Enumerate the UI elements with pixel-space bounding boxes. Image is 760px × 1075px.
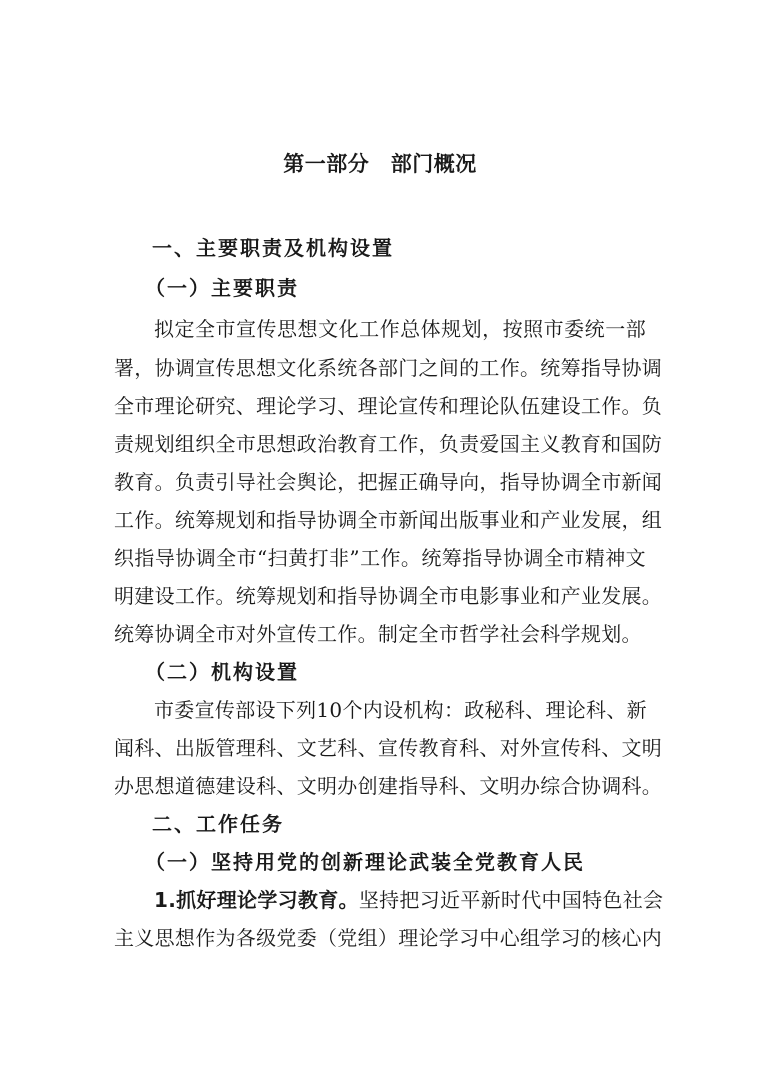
paragraph-line: 市委宣传部设下列10个内设机构：政秘科、理论科、新 <box>154 698 647 722</box>
paragraph-line: 明建设工作。统筹规划和指导协调全市电影事业和产业发展。 <box>114 584 663 608</box>
paragraph-line: 署，协调宣传思想文化系统各部门之间的工作。统筹指导协调 <box>114 356 663 380</box>
subsection-heading-duties: （一）主要职责 <box>145 276 299 300</box>
item-text: 坚持把习近平新时代中国特色社会 <box>358 888 664 912</box>
section-heading-2: 二、工作任务 <box>152 812 284 836</box>
subsection-heading-structure: （二）机构设置 <box>145 660 299 684</box>
paragraph-line: 主义思想作为各级党委（党组）理论学习中心组学习的核心内 <box>114 926 663 950</box>
item-lead: 1.抓好理论学习教育。 <box>154 888 359 912</box>
paragraph-line: 闻科、出版管理科、文艺科、宣传教育科、对外宣传科、文明 <box>114 736 663 760</box>
paragraph-line: 工作。统筹规划和指导协调全市新闻出版事业和产业发展，组 <box>114 508 663 532</box>
paragraph-line: 统筹协调全市对外宣传工作。制定全市哲学社会科学规划。 <box>114 622 642 646</box>
section-heading-1: 一、主要职责及机构设置 <box>152 236 394 260</box>
paragraph-line: 织指导协调全市“扫黄打非”工作。统筹指导协调全市精神文 <box>114 546 646 570</box>
paragraph-line: 全市理论研究、理论学习、理论宣传和理论队伍建设工作。负 <box>114 394 663 418</box>
paragraph-line: 责规划组织全市思想政治教育工作，负责爱国主义教育和国防 <box>114 432 663 456</box>
paragraph-line <box>154 884 664 913</box>
subsection-heading-theory: （一）坚持用党的创新理论武装全党教育人民 <box>145 850 585 874</box>
page-title: 第一部分 部门概况 <box>283 152 477 176</box>
paragraph-line: 拟定全市宣传思想文化工作总体规划，按照市委统一部 <box>154 317 646 341</box>
paragraph-line: 办思想道德建设科、文明办创建指导科、文明办综合协调科。 <box>114 774 663 798</box>
paragraph-line: 教育。负责引导社会舆论，把握正确导向，指导协调全市新闻 <box>114 470 663 494</box>
